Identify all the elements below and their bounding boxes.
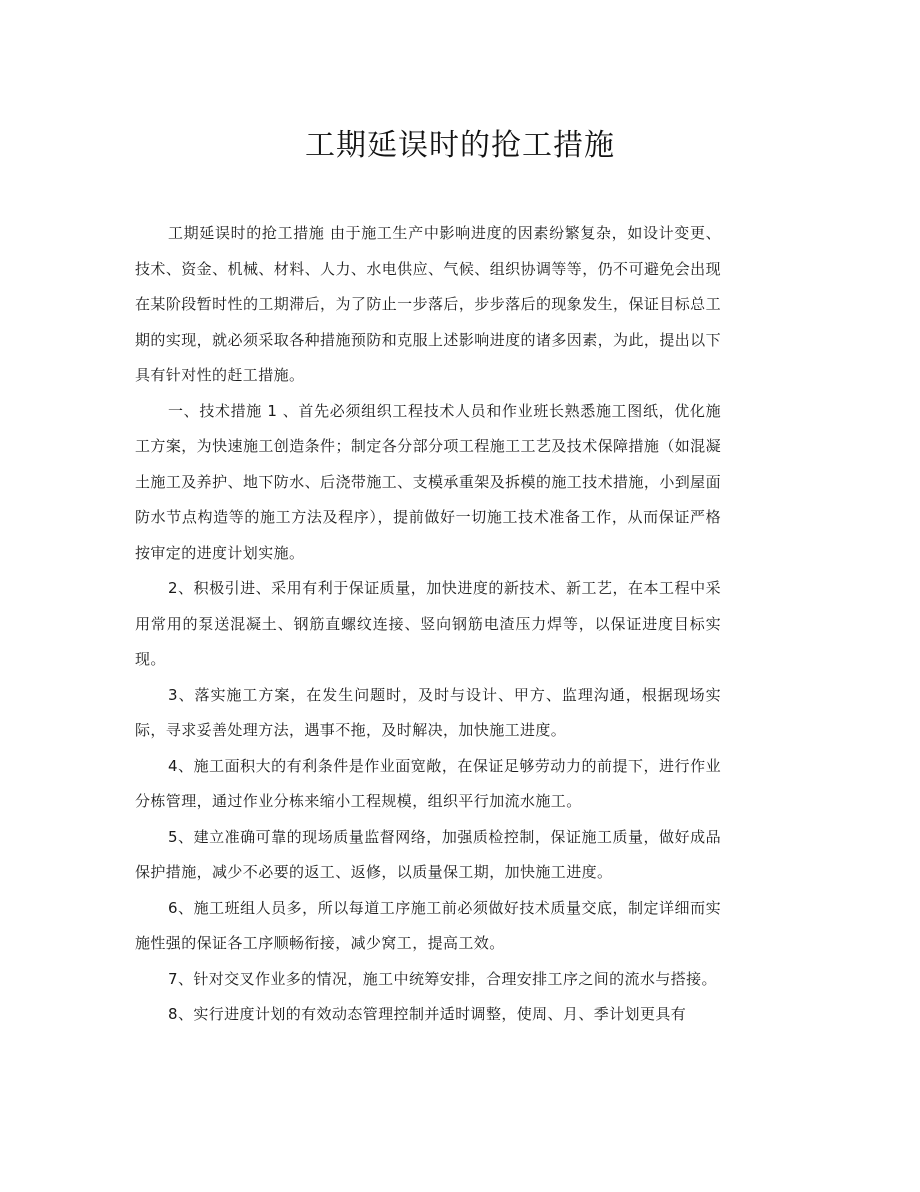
paragraph-item-7: 7、针对交叉作业多的情况，施工中统筹安排，合理安排工序之间的流水与搭接。 [168,969,717,988]
paragraph-item-3: 3、落实施工方案，在发生问题时，及时与设计、甲方、监理沟通，根据现场实际，寻求妥善处理方法，遇事不拖，及时解决，加快施工进度。 [135,685,721,739]
document-body [135,216,721,1033]
paragraph-item-2: 2、积极引进、采用有利于保证质量，加快进度的新技术、新工艺，在本工程中采用常用的泵送混凝土、钢筋直螺纹连接、竖向钢筋电渣压力焊等，以保证进度目标实现。 [135,579,721,668]
paragraph-item-6: 6、施工班组人员多，所以每道工序施工前必须做好技术质量交底，制定详细而实施性强的保证各工序顺畅衔接，减少窝工，提高工效。 [135,898,721,952]
paragraph-technical-measures: 一、技术措施 1 、首先必须组织工程技术人员和作业班长熟悉施工图纸，优化施工方案，为快速施工创造条件；制定各分部分项工程施工工艺及技术保障措施（如混凝土施工及养护、地下防水、后浇带施工、支模承重架及拆模的施工技术措施，小到屋面防水节点构造等的施工方法及程序），提前做好一切施工技术准备工作，从而保证严格按审定的进度计划实施。 [135,401,721,562]
paragraph-item-4: 4、施工面积大的有利条件是作业面宽敞，在保证足够劳动力的前提下，进行作业分栋管理，通过作业分栋来缩小工程规模，组织平行加流水施工。 [135,756,721,810]
paragraph-intro: 工期延误时的抢工措施 由于施工生产中影响进度的因素纷繁复杂，如设计变更、技术、资金、机械、材料、人力、水电供应、气候、组织协调等等，仍不可避免会出现在某阶段暂时性的工期滞后，为了防止一步落后，步步落后的现象发生，保证目标总工期的实现，就必须采取各种措施预防和克服上述影响进度的诸多因素，为此，提出以下具有针对性的赶工措施。 [135,224,721,384]
document-title: 工期延误时的抢工措施 [305,128,615,163]
paragraph-item-8: 8、实行进度计划的有效动态管理控制并适时调整，使周、月、季计划更具有 [168,1005,687,1023]
paragraph-item-5: 5、建立准确可靠的现场质量监督网络，加强质检控制，保证施工质量，做好成品保护措施，减少不必要的返工、返修，以质量保工期，加快施工进度。 [135,827,721,881]
